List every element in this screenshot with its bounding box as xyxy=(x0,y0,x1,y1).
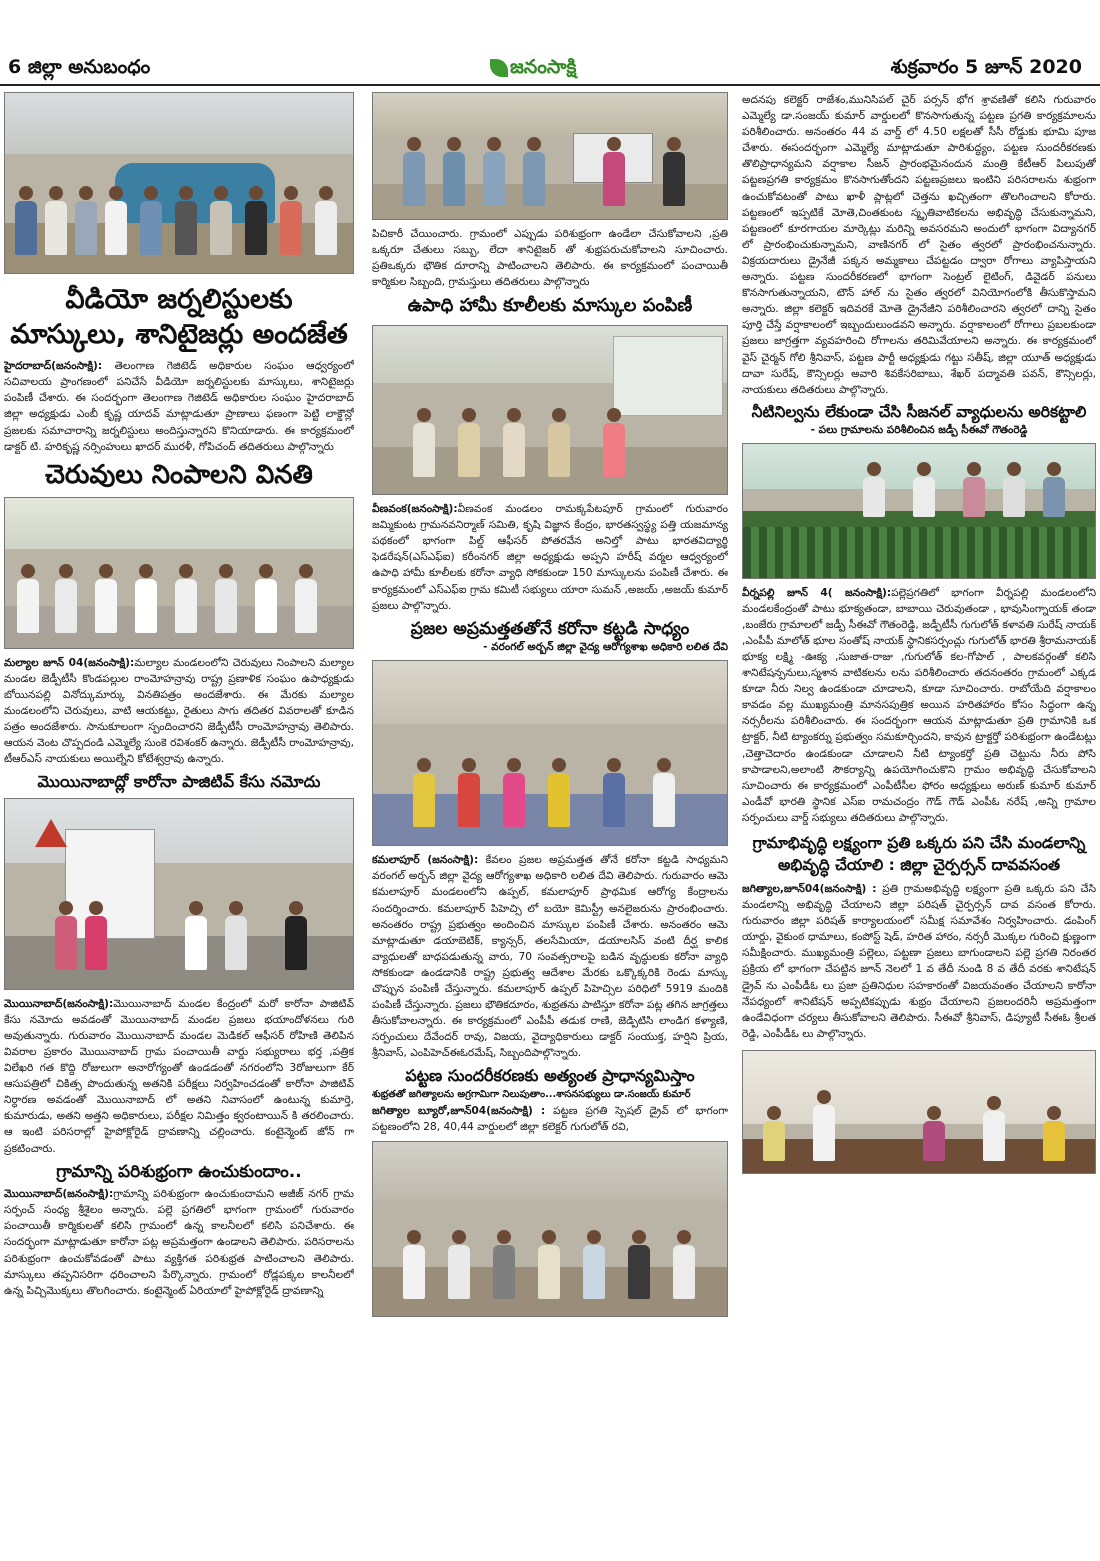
headline-corona-case: మొయినాబాద్లో కారోనా పాజిటివ్ కేసు నమోదు xyxy=(37,772,321,792)
photo-nrega-masks xyxy=(372,325,728,495)
headline-village-development: గ్రామాభివృద్ధి లక్ష్యంగా ప్రతి ఒక్కరు పని చేసి మండలాన్ని అభివృద్ధి చేయాలి : జిల్లా చైర్పర్సన్ దావవసంత xyxy=(752,834,1086,875)
dateline: కమలాపూర్ (జనంసాక్షి): xyxy=(372,854,479,867)
article-continued-jagtial: అదనపు కలెక్టర్ రాజేశం,మునిసిపల్ చైర్ పర్సన్ భోగ శ్రావణితో కలిసి గురువారం ఎమ్మెల్యే డా.సంజయ్ కుమార్ వార్డులలో కొనసాగుతున్న పట్టణ ప్రగతి కార్యక్రమాలను పరిశీలించారు. అనంతరం 44 వ వార్డ్ లో 4.50 లక్షలతో సీసీ రోడ్డుకు భూమి పూజ చేశారు. ఈసందర్భంగా ఎమ్మెల్యే మాట్లాడుతూ పారిశుద్ధ్యం, పట్టణ సుందరీకరణకు తొలిప్రాధాన్యమని వర్షాకాల సీజన్ ప్రారంభమైనందున మంత్రి కేటీఆర్ పిలుపుతో పట్టణప్రగతి కార్యక్రమం కొనసాగుతోందని పట్టణప్రజలు ఇంటిని పరిసరాలను శుభ్రంగా ఉంచుకోవటంతో పాటు ఖాళీ ప్లాట్లలో చెత్తను ఖచ్చితంగా తొలగించాలని కోరారు. పట్టణంలో ఇప్పటికే మోతె,చింతకుంట స్మృతివాటికలను అభివృద్ధి చేసుకున్నామని, పట్టణంలో కూరగాయల మార్కెట్లు మరిన్ని అవసరమని అందులో భాగంగా విద్యానగర్ లో ప్రారంభించుకున్నామని, వాణినగర్ లో సైతం త్వరలో ప్రారంభించనున్నారు. విక్రయదారులు డ్రైనేజీ పక్కన అమ్మకాలు చేపట్టడం ద్వారా రోగాలు వ్యాపిస్తాయని అన్నారు. పట్టణ సుందరీకరణలో భాగంగా సెంట్రల్ లైటింగ్, డివైడర్ పనులు కొనసాగుతున్నాయని, టౌన్ హాల్ ను సైతం త్వరలో వినియోగంలోకి తీసుకొస్తామని అన్నారు. జిల్లా కలెక్టర్ ఇదివరకే మోతె డ్రైనేజీని పరిశీలించారని త్వరలో దాన్ని సైతం పూర్తి చేస్తే వర్షాకాలంలో ఇబ్బందులుండవని అన్నారు. వర్షాకాలంలో రోగాలు ప్రబలకుండా ప్రజలు జాగ్రత్తగా వ్యవహరించి రోగాలను తరిమివేయాలని అన్నారు. ఈ కార్యక్రమంలో వైస్ చైర్మన్ గోలి శ్రీనివాస్, పట్టణ పార్టీ అధ్యక్షుడు గట్టు సతీష్, జిల్లా యూత్ అధ్యక్షుడు దావా సురేష్, కౌన్సిలర్లు అవారి శివకేసరిబాబు, శేఖర్ పద్మావతి పవన్, కౌన్సిలర్లు, నాయకులు తదితరులు పాల్గొన్నారు. xyxy=(742,94,1096,396)
dateline: జగిత్యాల,జూన్04(జనంసాక్షి) : xyxy=(742,882,877,895)
photo-bhoomi-pooja xyxy=(372,1141,728,1317)
newspaper-logo xyxy=(490,56,610,82)
headline-lakes: చెరువులు నింపాలని వినతి xyxy=(45,459,313,490)
dateline: మల్యాల జూన్ 04(జనంసాక్షి): xyxy=(4,656,135,669)
column-1 xyxy=(4,92,354,1299)
article-continued-sanitation: పిచికారీ చేయించారు. గ్రామంలో ఎప్పుడు పరిశుభ్రంగా ఉండేలా చేసుకోవాలని ,ప్రతి ఒక్కరూ చేతులు సబ్బు, లేదా శానిటైజర్ తో శుభ్రపరుచుకోవాలని సూచించారు. ప్రతిఒక్కరు భౌతిక దూరాన్ని పాటించాలని తెలిపారు. ఈ కార్యక్రమంలో పంచాయితీ కార్మికుల సిబ్బంది, గ్రామస్తులు తదితరులు పాల్గొన్నారు xyxy=(372,228,728,289)
article-text: వీణవంక మండలం రామక్కపేటపూర్ గ్రామంలో గురువారం జమ్మికుంట గ్రామనవనిర్మాణ్ సమితి, కృషి విజ్ఞాన కేంద్రం, భారతస్వస్థ్య పత్తి యజమాన్య పథకంలో భాగంగా పిల్డ్ ఆఫీసర్ పోతరవేన అనిల్తో పాటు భారతవిద్యార్థి ఫెడరేషన్(ఎస్ఎఫ్ఐ) కరీంనగర్ జిల్లా అధ్యక్షుడు అప్పని హరీష్ వర్మల ఆధ్వర్యంలో ఉపాధి హామీ కూలీలకు కరోనా వ్యాధి సోకకుండా 150 మాస్కులను పంపిణీ చేశారు. ఈ కార్యక్రమంలో ఎస్ఎఫ్ఐ గ్రామ కమిటీ సభ్యులు యారా సుమన్ ,అజయ్ ,అజయ్ కుమార్ ప్రజలు పాల్గొన్నారు. xyxy=(372,503,728,612)
issue-date: శుక్రవారం 5 జూన్ 2020 xyxy=(890,56,1082,78)
article-text: పట్టణ ప్రగతి స్పెషల్ డ్రైవ్ లో భాగంగా పట్టణంలోని 28, 40,44 వార్డులలో జిల్లా కలెక్టర్ గుగులోత్ రవి, xyxy=(372,1104,728,1133)
article-corona-caution xyxy=(372,852,728,1061)
photo-nursery xyxy=(742,443,1096,579)
article-clean-village xyxy=(4,1186,354,1299)
column-2 xyxy=(372,92,728,1317)
masthead xyxy=(0,0,1100,86)
column-3 xyxy=(742,92,1096,1174)
photo-lakes-petition xyxy=(4,497,354,649)
article-seasonal-diseases xyxy=(742,585,1096,826)
dateline: హైదరాబాద్(జనంసాక్షి): xyxy=(4,360,103,373)
logo-text: జనంసాక్షి xyxy=(510,56,577,78)
headline-nrega-masks: ఉపాధి హామీ కూలీలకు మాస్కుల పంపిణీ xyxy=(407,295,693,317)
photo-sanitation-workers xyxy=(372,92,728,220)
headline-town-beautification: పట్టణ సుందరీకరణకు అత్యంత ప్రాధాన్యమిస్తాం xyxy=(405,1066,695,1086)
article-text: మొయినాబాద్ మండల కేంద్రంలో మరో కారోనా పాజిటివ్ కేసు నమోదు అవడంతో మొయినాబాద్ మండల ప్రజలు భయాందోళనలు గురి అవుతున్నారు. గురువారం మొయినాబాద్ మండల మెడికల్ ఆఫీసర్ రోహిణి తెలిపిన వివరాల ప్రకారం మొయినాబాద్ గ్రామ పంచాయితీ వార్డు సభ్యురాలు భర్త ,పత్రిక విలేఖరి గత కొద్ది రోజులుగా అనారోగ్యంతో ఉండడంతో నగరంలోని 3రోజులుగా కేర్ ఆసుపత్రిలో చికిత్స పొందుతున్న అతనికి పరీక్షలు నిర్వహించడంతో కారోనా పాజిటివ్ నిర్ధారణ అవడంతో మొయినాబాద్ లో అతని నివాసంలో ఉంటున్న కుమార్తె, కుమారుడు, అతని అత్తని అధికారులు, పరీక్షల నిమిత్తం క్వరంటాయిన్ కి తరలించారు. ఆ ఇంటి పరిసరాల్లో హైపోక్లోరైడ్ ద్రావణాన్ని చల్లించారు. కంటైన్మెంట్ జోన్ గా ప్రకటించారు. xyxy=(4,997,354,1155)
headline-corona-caution: ప్రజల అప్రమత్తతతోనే కరోనా కట్టడి సాధ్యం xyxy=(410,618,690,639)
dateline: వీణవంక(జనంసాక్షి): xyxy=(372,503,458,516)
article-text: ప్రతి గ్రామఅభివృద్ధి లక్ష్యంగా ప్రతి ఒక్కరు పని చేసి మండలాన్ని అభివృద్ధి చేయాలని జిల్లా పరిషత్ చైర్పర్సన్ దావ వసంత కోరారు. గురువారం జిల్లా పరిషత్ కార్యాలయంలో సమీక్ష సమావేశం నిర్వహించారు. డంపింగ్ యార్డు, వైకుంఠ ధామాలు, కంపోస్ట్ షెడ్, హరిత హారం, నర్సరీ మొక్కల గురించి క్షుణ్ణంగా సమీక్షించారు. ముఖ్యమంత్రి పల్లెలు, పట్టణా ప్రజలు బాగుండాలని పల్లె ప్రగతి నిరంతర ప్రక్రియ లో భాగంగా చేపట్టిన జూన్ నెలలో 1 వ తేదీ నుండి 8 వ తేదీ వరకు శానిటేషన్ డ్రైవ్ ను ఎంపీడీఓ లు ప్రజా ప్రతినిధుల సహకారంతో విజయవంతం చేయాలని కారోనా నేపధ్యంలో శానిటేషన్ అప్పటికప్పుడు శుభ్రం చేయాలని ప్రజలందరినీ అప్రమత్తంగా ఉండేవిధంగా చర్యలు తీసుకోవాలని తెలిపారు. సీఈవో శ్రీనివాస్, డిప్యూటీ సీఈఓ శ్రీలత రెడ్డి, ఎంపీడీఓ లు పాల్గొన్నారు. xyxy=(742,882,1096,1040)
leaf-icon xyxy=(490,59,508,77)
subhead-mla: శుభ్రతతో జగిత్యాలను అగ్రగామిగా నిలుపుతాం...శాసనసభ్యులు డా.సంజయ్ కుమార్ xyxy=(372,1088,691,1100)
article-journalists xyxy=(4,358,354,455)
byline-gautham-reddy: - పలు గ్రామాలను పరిశీలించిన జడ్పీ సీఈవో గౌతంరెడ్డి xyxy=(810,423,1028,436)
article-text: గ్రామాన్ని పరిశుభ్రంగా ఉంచుకుందామని అజీజ్ నగర్ గ్రామ సర్పంచ్ సంధ్య శ్రీశైలం అన్నారు. పల్లె ప్రగతిలో భాగంగా గ్రామంలో గురువారం పంచాయితీ కార్మికులతో కలిసి గ్రామంలో ఉన్న కాలనీలలో కలిసి పనిచేశారు. ఈ సందర్భంగా మాట్లాడుతూ కారోనా పట్ల అప్రమత్తంగా ఉండాలని తెలిపారు. పరిసరాలను పరిశుభ్రంగా ఉంచుకోవడంతో పాటు వ్యక్తిగత పరిశుభ్రత పాటించాలని తెలిపారు. మాస్కులు తప్పనిసరిగా ధరించాలని పేర్కొన్నారు. గ్రామంలో రోడ్లపక్కల కాలనీలలో ఉన్న పిచ్చిమొక్కలు తొలగించారు. కంటైన్మెంట్ ఏరియాలో హైపోక్లోరైడ్ ద్రావణాన్ని xyxy=(4,1188,354,1297)
dateline: జగిత్యాల బ్యూరో,జూన్04(జనంసాక్షి) : xyxy=(372,1104,546,1117)
article-text: కేవలం ప్రజల అప్రమత్తత తోనే కరోనా కట్టడి సాధ్యమని వరంగల్ అర్బన్ జిల్లా వైద్య ఆరోగ్యశాఖ అధికారి లలిత దేవి తెలిపారు. గురువారం ఆమె కమలాపూర్ మండలంలోని ఉప్పల్, కమలాపూర్ ప్రాథమిక ఆరోగ్య కేంద్రాలను సందర్శించారు. కమలాపూర్ పిహెచ్సి లో బయో కెమిస్ట్రీ అనలైజరును ప్రారంభించారు. అనంతరం రాష్ట్ర ప్రభుత్వం అందించిన మాస్కుల పంపిణీ చేశారు. అనంతరం ఆమె మాట్లాడుతూ డయాబెటిక్, క్యాన్సర్, తలసేమియా, డయాలసిస్ వంటి దీర్ఘ కాలిక వ్యాధులతో బాధపడుతున్న వారు, 70 సంవత్సరాలపై బడిన వృద్ధులకు కరోనా వ్యాధి సోకకుండా ఉండడానికి రాష్ట్ర ప్రభుత్వ ఆదేశాల మేరకు ఒక్కొక్కరికి రెండు మాస్కు చొప్పున పంపిణీ చేస్తున్నారు. కమలాపూర్ ఉప్పల్ పిహెచ్సిల పరిధిలో 5919 మందికి పంపిణీ చేస్తున్నారు. ప్రజలు భౌతికదూరం, శుభ్రతను పాటిస్తూ కరోనా పట్ల తగిన జాగ్రత్తలు తీసుకోవాలన్నారు. ఈ కార్యక్రమంలో ఎంపీపీ తడుక రాణి, జెడ్పిటిసి లాండిగ కళ్యాణి, సర్పంచులు దేవేందర్ రావు, విజయ, వైద్యాధికారులు డాక్టర్ సంయుక్త, హర్షిని ప్రియ, శ్రీనివాస్, ఎంపిహెచ్ఈఓరమేష్, సిబ్బందిపాల్గొన్నారు. xyxy=(372,854,728,1060)
article-lakes xyxy=(4,655,354,768)
photo-journalists-masks xyxy=(4,92,354,274)
photo-review-meeting xyxy=(742,1050,1096,1174)
article-corona-case xyxy=(4,996,354,1157)
photo-ambulance xyxy=(4,798,354,990)
byline-lalitha-devi: - వరంగల్ అర్బన్ జిల్లా వైద్య ఆరోగ్యశాఖ అధికారి లలిత దేవి xyxy=(483,641,728,654)
dateline: మొయినాబాద్(జనంసాక్షి): xyxy=(4,1188,114,1201)
article-nrega-masks xyxy=(372,501,728,614)
article-town-beautification xyxy=(372,1103,728,1135)
article-village-development xyxy=(742,881,1096,1042)
photo-mask-distribution xyxy=(372,660,728,846)
article-text: తెలంగాణ గెజిటెడ్ అధికారుల సంఘం ఆధ్వర్యంలో సచివాలయ ప్రాంగణంలో పనిచేసే వీడియో జర్నలిస్టులకు మాస్కులు, శానిటైజర్లు పంపిణీ చేశారు. ఈ సందర్భంగా తెలంగాణ గెజిటెడ్ అధికారుల సంఘం హైదరాబాద్ జిల్లా అధ్యక్షుడు ఎంబీ కృష్ణ యాదవ్ మాట్లాడుతూ ప్రాణాలు ఫణంగా పెట్టి లాక్డౌన్లో ప్రజలకు సమాచారాన్ని జర్నలిస్టులు అందిస్తున్నారని కొనియాడారు. ఈ కార్యక్రమంలో డాక్టర్ టి. హరికృష్ణ నర్సింహులు ఖాదర్ మురళీ, గోపిచంద్ తదితరులు పాల్గొన్నారు xyxy=(4,360,354,453)
headline-journalists: వీడియో జర్నలిస్టులకు మాస్కులు, శానిటైజర్లు అందజేత xyxy=(10,284,348,351)
article-text: మల్యాల మండలంలోని చెరువులు నింపాలని మల్యాల మండల జెడ్పీటీసీ కొండపల్లుల రాంమోహన్రావు రాష్ట్ర ప్రణాళిక సంఘం ఉపాధ్యక్షుడు బోయినపల్లి వినోద్కుమార్కు వినతిపత్రం అందజేశారు. ఈ మేరకు మల్యాల మండలంలోని చెరువులు, వాటి ఆయకట్టు, రైతులు సాగు తదితర వివరాలతో కూడిన పత్రం అందజేశారు. సానుకూలంగా స్పందించారని జెడ్పీటీసీ రాంమోహన్రావు తెలిపారు. ఆయన వెంట చొప్పదండి ఎమ్మెల్యే సుంకె రవిశంకర్ ఉన్నారు. జెడ్పీటీసీ రాంమోహన్రావు, టీఆర్ఎస్ నాయకులు అయిల్నేని కోటేశ్వర్రావు ఉన్నారు. xyxy=(4,656,354,766)
headline-seasonal-diseases: నీటినిల్వను లేకుండా చేసి సీజనల్ వ్యాధులను అరికట్టాలి xyxy=(751,402,1087,421)
dateline: మొయినాబాద్(జనంసాక్షి): xyxy=(4,997,114,1010)
article-text: పల్లెప్రగతిలో భాగంగా వీర్నపల్లి మండలంలోని మండలకేంద్రంతో పాటు భూక్యతండా, బాబాయి చెరువుతండా , భావుసింగ్నాయక్ తండా ,బంజేరు గ్రామాలలో జడ్పీ సీఈవో గౌతంరెడ్డి, జడ్పీటీసీ గుగులోత్ కళావతి సురేష్ నాయక్ ,ఎంపీపీ మాలోత్ భూల సంతోష్ నాయక్ స్థానికసర్పంచ్లు గుగులోత్ భారతి శ్రీరామనాయక్ భూక్య లక్ష్మి -ఊక్య ,సుజాత-రాజు ,గుగులోత్ కల-గోపాల్ , పాలకవర్గంతో కలిసి శానిటేషన్పనులు,స్మశాన వాటికలను లను పరిశీలించారు తదనంతరం గ్రామంలో ఎక్కడ కూడా నీరు నిల్వ ఉండకుండా చూడాలని, కూడా సూచించారు. రాబోయేది వర్షాకాలం కావడం వల్ల ముఖ్యమంత్రి మానసపుత్రిక అయిన హరితహారం కోసం సిద్ధంగా ఉన్న నర్సరీలను పరిశీలించారు. ఈ సందర్భంగా ఆయన మాట్లాడుతూ ప్రతి గ్రామానికి ఒక ట్రాక్టర్, నీటి ట్యాంకర్ను ప్రభుత్వం సమకూర్చిందని, కావున ట్రాక్టర్తో పరిశుభ్రంగా ఉండేటట్లు ,చెత్తాచెదారం ఉండకుండా చూడాలని నీటి ట్యాంకర్తో ప్రతి చెట్టును నీరు పోసి కాపాడాలని,అలాంటి సౌకర్యాన్ని ఉపయోగించుకొని గ్రామం అభివృద్ధి చేసుకోవాలని సూచించారు ఈ కార్యక్రమంలో ఎంపీటీసీల ఫోరం అధ్యక్షులు అరుణ్ కుమార్ కుమార్ ఎండీవో భారతి స్థానిక ఎస్ఐ రామచంద్రం గౌడ్ గౌడ్ ఎంపీఓ నరేష్ ,అన్ని గ్రామాల సర్పంచులు వార్డ్ సభ్యులు తదితరులు పాల్గొన్నారు. xyxy=(742,586,1096,824)
dateline: వీర్నపల్లి జూన్ 4( జనంసాక్షి): xyxy=(742,586,892,599)
headline-clean-village: గ్రామాన్ని పరిశుభ్రంగా ఉంచుకుందాం.. xyxy=(56,1161,302,1182)
page-section-label: 6 జిల్లా అనుబంధం xyxy=(8,56,151,78)
